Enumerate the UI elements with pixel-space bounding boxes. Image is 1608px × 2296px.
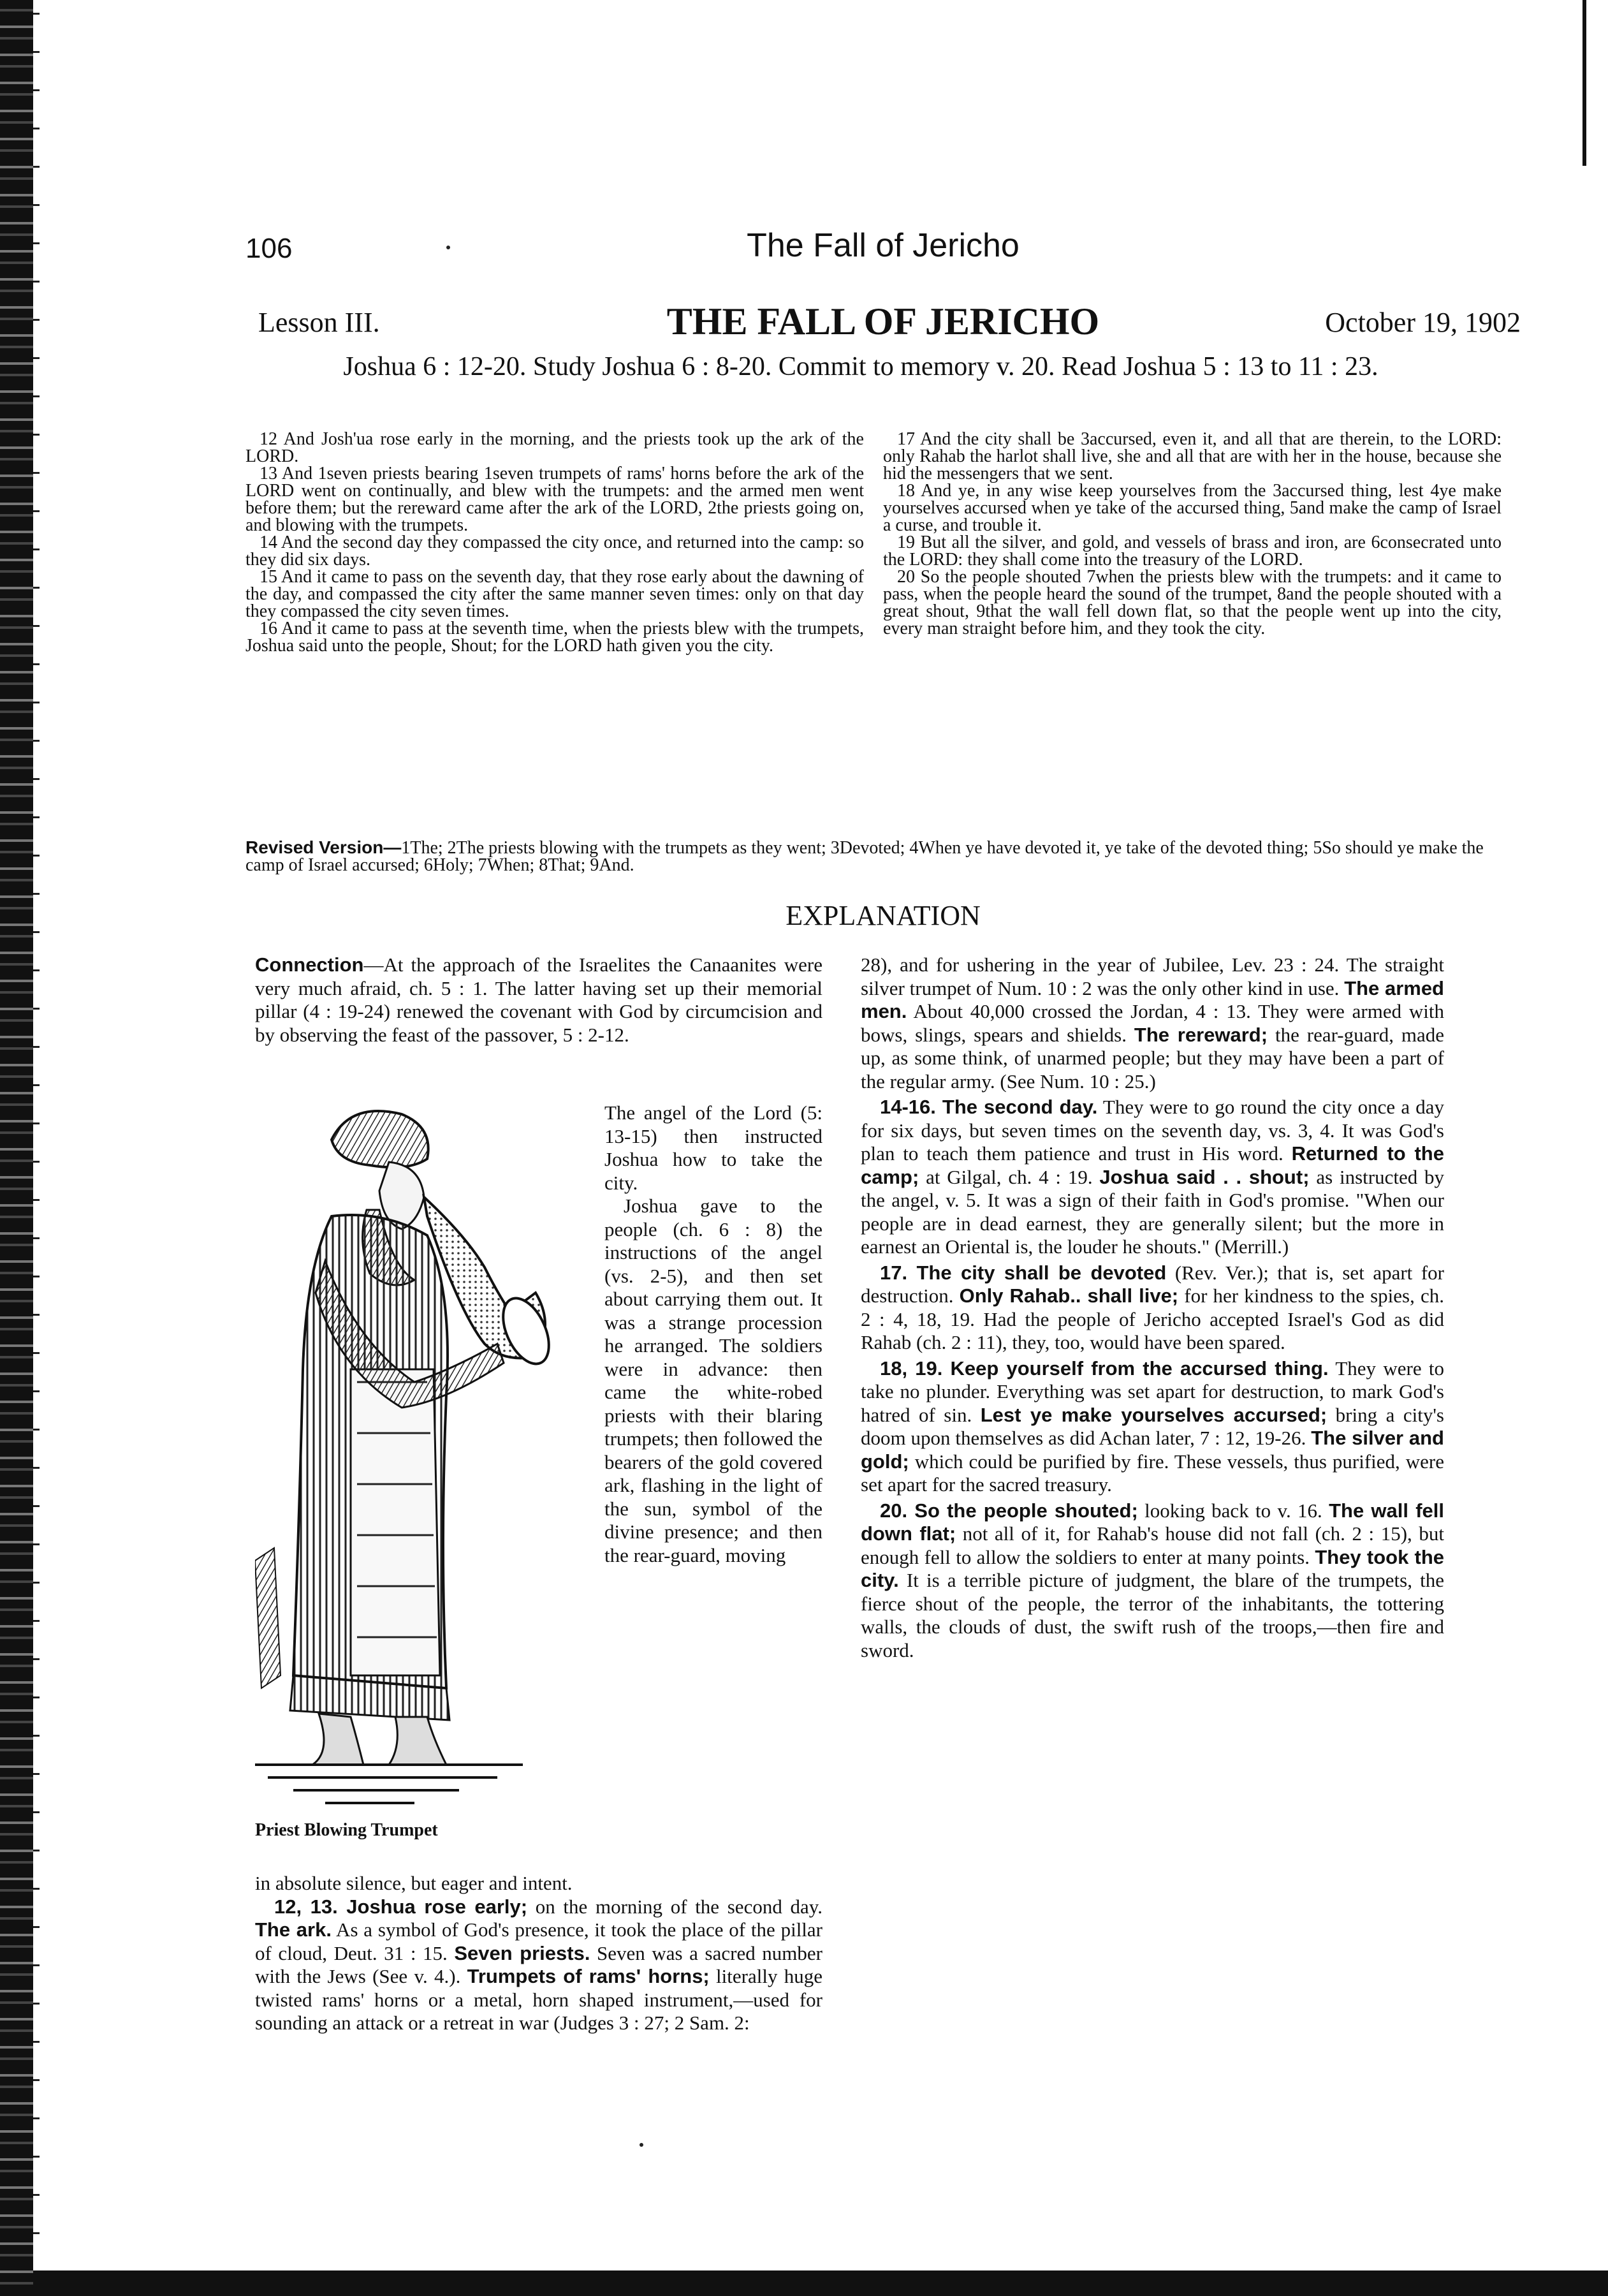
lesson-date: October 19, 1902 <box>1325 307 1521 338</box>
ark-label: The ark. <box>255 1918 332 1941</box>
verses-12-13-label: 12, 13. Joshua rose early; <box>274 1895 528 1918</box>
procession-continuation: in absolute silence, but eager and intent. <box>255 1872 573 1894</box>
returned-label: Returned to the camp; <box>861 1142 1444 1188</box>
verse-20-text: looking back to v. 16. <box>1137 1499 1329 1522</box>
trumpets-text: literally huge twisted rams' horns or a metal, horn shaped instrument,—used for sounding an attack or a retreat in war (Judges 3 : 27; 2 Sam. 2: <box>255 1965 822 2034</box>
wall-fell-label: The wall fell down flat; <box>861 1499 1444 1545</box>
took-city-label: They took the city. <box>861 1545 1444 1591</box>
verse-19: 19 But all the silver, and gold, and vessels of brass and iron, are 6consecrated unto the LORD: they shall come into the treasury of the LORD. <box>883 533 1502 570</box>
silver-gold-text: which could be purified by fire. These vessels, thus purified, were set apart for the sacred treasury. <box>861 1450 1444 1496</box>
revised-version-note <box>245 839 1521 874</box>
lesson-title: THE FALL OF JERICHO <box>666 300 1100 342</box>
verse-17-label: 17. The city shall be devoted <box>880 1261 1167 1284</box>
verse-18: 18 And ye, in any wise keep yourselves from the 3accursed thing, lest 4ye make yourselves accursed when ye take of the accursed thing, 5and make the camp of Israel a curse, and trouble it. <box>883 481 1502 535</box>
verse-15: 15 And it came to pass on the seventh day, that they rose early about the dawning of the day, and compassed the city after the same manner seven times: only on that day they compassed the city seven times. <box>245 567 864 621</box>
ark-text: As a symbol of God's presence, it took the place of the pillar of cloud, Deut. 31 : 15. <box>255 1918 822 1964</box>
verse-17-note <box>861 1262 1444 1355</box>
running-head <box>245 226 1521 277</box>
connection-paragraph <box>255 953 822 1047</box>
explanation-right-column <box>861 953 1444 1662</box>
verses-18-19-label: 18, 19. Keep yourself from the accursed thing. <box>880 1357 1329 1380</box>
verses-14-16-label: 14-16. The second day. <box>880 1096 1098 1118</box>
rahab-text: for her kindness to the spies, ch. 2 : 4, 18, 19. Had the people of Jericho accepted Israel's God as did Rahab (ch. 2 : 11), they, too, would have been spared. <box>861 1284 1444 1353</box>
armed-men-label: The armed men. <box>861 976 1444 1022</box>
print-speck <box>446 246 450 249</box>
verses-14-16-text: They were to go round the city once a day for six days, but seven times on the seventh day, vs. 3, 4. It was God's plan to teach them patience and trust in His word. <box>861 1096 1444 1165</box>
figure-caption: Priest Blowing Trumpet <box>255 1820 438 1840</box>
scripture-passage <box>245 430 1521 813</box>
verse-17: 17 And the city shall be 3accursed, even it, and all that are therein, to the LORD: only Rahab the harlot shall live, she and all that are with her in the house, because she hid the messengers that we sent. <box>883 429 1502 483</box>
explanation-heading: EXPLANATION <box>786 900 981 931</box>
verse-20-note <box>861 1499 1444 1663</box>
rahab-label: Only Rahab.. shall live; <box>959 1284 1179 1307</box>
scripture-right-column <box>883 430 1502 637</box>
trumpet-continuation <box>861 953 1444 1093</box>
scripture-references: Joshua 6 : 12-20. Study Joshua 6 : 8-20. Commit to memory v. 20. Read Joshua 5 : 13 to 11 : 23. <box>343 352 1378 381</box>
lest-text: bring a city's doom upon themselves as did Achan later, 7 : 12, 19-26. <box>861 1403 1444 1449</box>
revised-version-text: 1The; 2The priests blowing with the trumpets as they went; 3Devoted; 4When ye have devoted it, ye take of the devoted thing; 5So should ye make the camp of Israel accursed; 6Holy; 7When; 8That; 9And. <box>245 838 1484 875</box>
verses-18-19-note <box>861 1357 1444 1497</box>
armed-men-text: About 40,000 crossed the Jordan, 4 : 13. They were armed with bows, slings, spears and shields. <box>861 1000 1444 1046</box>
took-city-text: It is a terrible picture of judgment, the blare of the trumpets, the fierce shout of the people, the terror of the inhabitants, the tottering walls, the clouds of dust, the swift rush of the troops,—then fire and sword. <box>861 1569 1444 1661</box>
returned-text: at Gilgal, ch. 4 : 19. <box>919 1165 1100 1188</box>
left-bottom-text <box>255 1872 822 2035</box>
print-speck <box>640 2143 643 2147</box>
wall-fell-text: not all of it, for Rahab's house did not fall (ch. 2 : 15), but enough fell to allow the soldiers to enter at many points. <box>861 1522 1444 1568</box>
engraving-figure <box>255 1101 599 1854</box>
trumpets-label: Trumpets of rams' horns; <box>467 1965 710 1987</box>
revised-version-label: Revised Version— <box>245 837 402 857</box>
verse-16: 16 And it came to pass at the seventh time, when the priests blew with the trumpets, Joshua said unto the people, Shout; for the LORD hath given you the city. <box>245 619 864 656</box>
lest-label: Lest ye make yourselves accursed; <box>980 1403 1327 1426</box>
lesson-label: Lesson III. <box>258 307 380 338</box>
connection-label: Connection <box>255 953 364 976</box>
verse-17-text: (Rev. Ver.); that is, set apart for destruction. <box>861 1261 1444 1307</box>
angel-paragraph: The angel of the Lord (5: 13-15) then instructed Joshua how to take the city. <box>604 1101 822 1194</box>
silver-gold-label: The silver and gold; <box>861 1427 1444 1473</box>
angel-instructions-paragraph <box>604 1101 822 1567</box>
procession-paragraph: Joshua gave to the people (ch. 6 : 8) the instructions of the angel (vs. 2-5), and then set about carrying them out. It was a strange procession he arranged. The soldiers were in advance: then came the white-robed priests with their blaring trumpets; then followed the bearers of the gold covered ark, flashing in the light of the sun, symbol of the divine presence; and then the rear-guard, moving <box>604 1195 822 1566</box>
verses-18-19-text: They were to take no plunder. Everything was set apart for destruction, to mark God's hatred of sin. <box>861 1357 1445 1426</box>
verses-12-13-note <box>255 1895 822 2035</box>
verses-12-13-text: on the morning of the second day. <box>527 1895 822 1918</box>
page-number: 106 <box>245 233 293 264</box>
verse-14: 14 And the second day they compassed the city once, and returned into the camp: so they did six days. <box>245 533 864 570</box>
verse-20: 20 So the people shouted 7when the priests blew with the trumpets: and it came to pass, when the people heard the sound of the trumpet, 8and the people shouted with a great shout, 9that the wall fell down flat, so that the people went up into the city, every man straight before him, and they took the city. <box>883 567 1502 638</box>
connection-text: —At the approach of the Israelites the Canaanites were very much afraid, ch. 5 : 1. The latter having set up their memorial pillar (4 : 19-24) renewed the covenant with God by circumcision and by observing the feast of the passover, 5 : 2-12. <box>255 953 822 1046</box>
rereward-label: The rereward; <box>1134 1023 1268 1046</box>
seven-priests-label: Seven priests. <box>454 1941 590 1964</box>
running-title: The Fall of Jericho <box>747 227 1020 264</box>
joshua-said-label: Joshua said . . shout; <box>1099 1165 1310 1188</box>
verses-14-16-note <box>861 1096 1444 1259</box>
verse-13: 13 And 1seven priests bearing 1seven trumpets of rams' horns before the ark of the LORD went on continually, and blew with the trumpets: and the armed men went before them; but the rereward came after the ark of the LORD, 2the priests going on, and blowing with the trumpets. <box>245 464 864 535</box>
priest-blowing-trumpet-illustration <box>255 1101 587 1816</box>
joshua-said-text: as instructed by the angel, v. 5. It was a sign of their faith in God's promise. "When our people are in dead earnest, they are generally silent; but the more in earnest an Oriental is, the louder he shouts." (Merrill.) <box>861 1165 1444 1258</box>
scripture-left-column <box>245 430 864 654</box>
jubilee-text: 28), and for ushering in the year of Jubilee, Lev. 23 : 24. The straight silver trumpet of Num. 10 : 2 was the only other kind in use. <box>861 953 1444 999</box>
lesson-header <box>245 300 1521 344</box>
rereward-text: the rear-guard, made up, as some think, of unarmed people; but they may have been a part of the regular army. (See Num. 10 : 25.) <box>861 1023 1444 1093</box>
verse-20-label: 20. So the people shouted; <box>880 1499 1138 1522</box>
verse-12: 12 And Josh'ua rose early in the morning, and the priests took up the ark of the LORD. <box>245 429 864 466</box>
seven-priests-text: Seven was a sacred number with the Jews (See v. 4.). <box>255 1941 822 1987</box>
